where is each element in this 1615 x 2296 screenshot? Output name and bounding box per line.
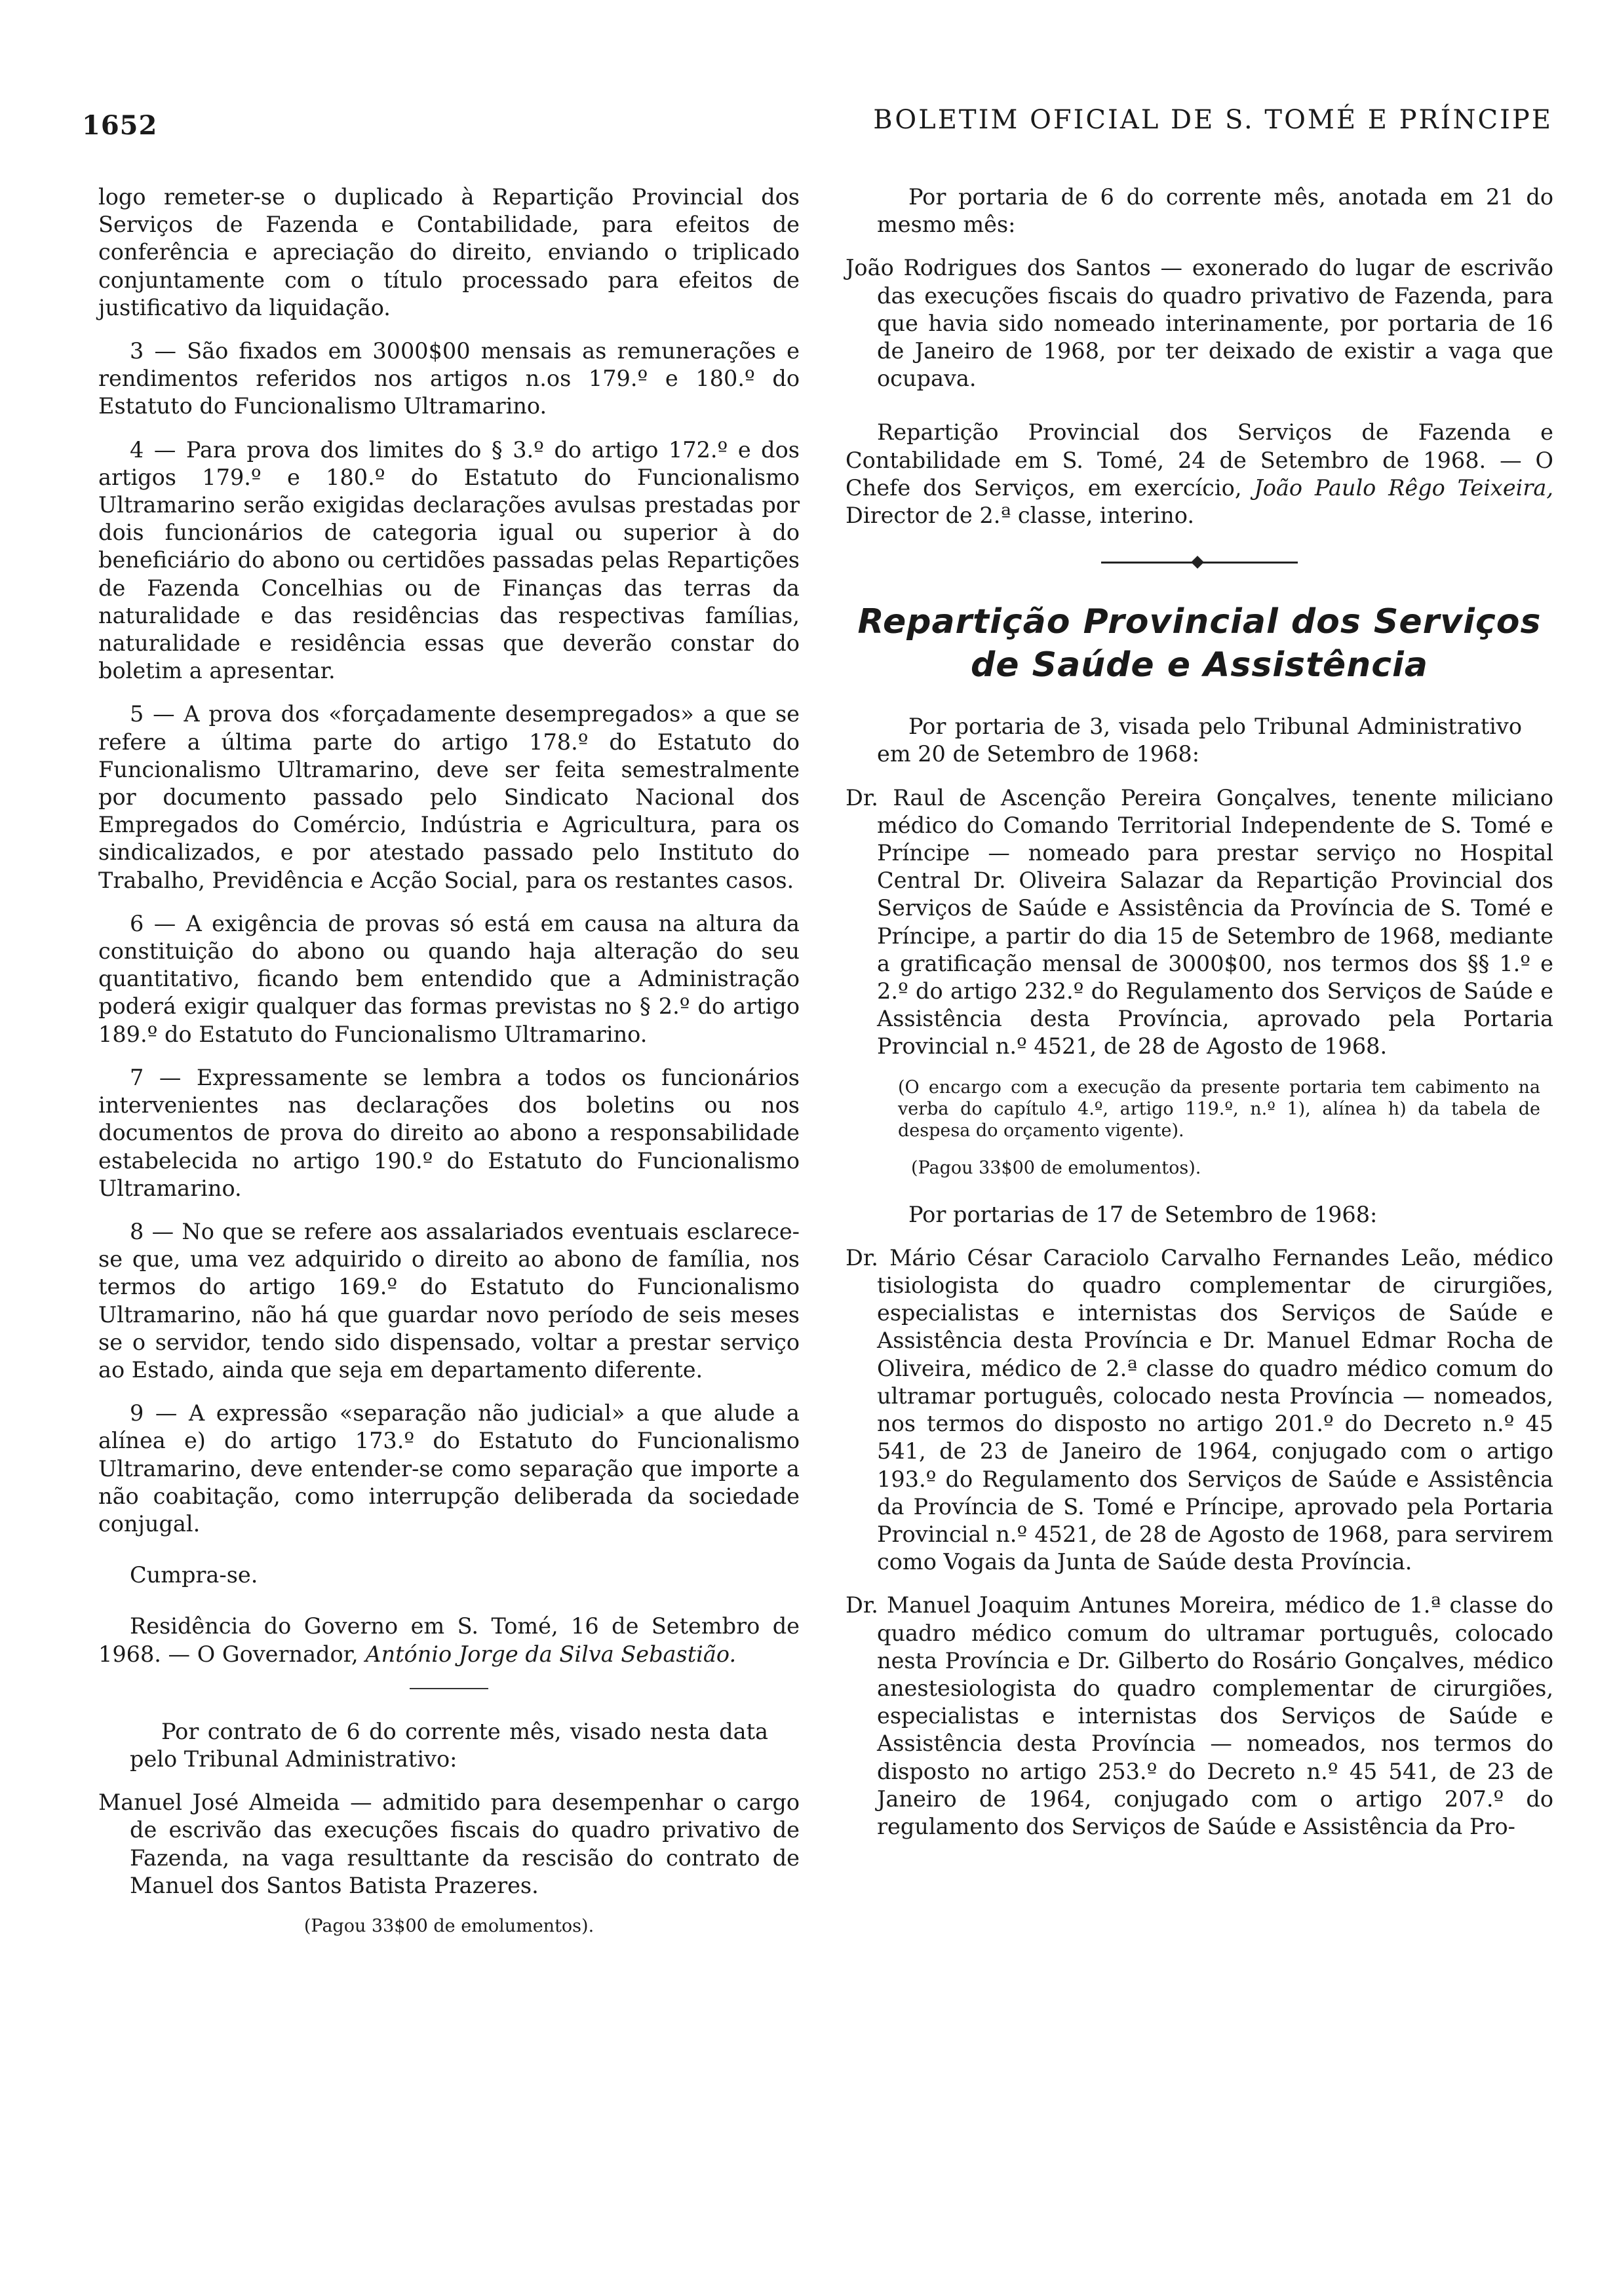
cumpra-se: Cumpra-se.: [130, 1562, 258, 1588]
raul-nomeacao: Dr. Raul de Ascenção Pereira Gonçalves, tenente miliciano médico do Comando Territorial Independente de S. Tomé e Príncipe — nomeado para prestar serviço no Hospital Central Dr. Oliveira Salazar da Repartição Provincial dos Serviços de Saúde e Assistência da Província de S. Tomé e Príncipe, a partir do dia 15 de Setembro de 1968, mediante a gratificação mensal de 3000$00, nos termos dos §§ 1.º e 2.º do artigo 232.º do Regulamento dos Serviços de Saúde e Assistência desta Província, aprovado pela Portaria Provincial n.º 4521, de 28 de Agosto de 1968.: [846, 784, 1553, 1060]
contrato-pago: (Pagou 33$00 de emolumentos).: [303, 1915, 594, 1936]
paragraph-3: 3 — São fixados em 3000$00 mensais as remunerações e rendimentos referidos nos artigos n.os 179.º e 180.º do Estatuto do Funcionalismo Ultramarino.: [98, 338, 800, 419]
left-column: [98, 183, 800, 1953]
contrato-body: Manuel José Almeida — admitido para desempenhar o cargo de escrivão das execuções fiscais do quadro privativo de Fazenda, na vaga resulttante da rescisão do contrato de Manuel dos Santos Batista Prazeres.: [98, 1789, 800, 1898]
section-title: [846, 600, 1553, 687]
residencia-signature: [98, 1613, 800, 1668]
section-divider: [1101, 556, 1298, 569]
paragraph-8: 8 — No que se refere aos assalariados eventuais esclarece-se que, uma vez adquirido o direito ao abono de família, nos termos do artigo 169.º do Estatuto do Funcionalismo Ultramarino, não há que guardar novo período de seis meses se o servidor, tendo sido dispensado, voltar a prestar serviço ao Estado, ainda que seja em departamento diferente.: [98, 1218, 800, 1383]
chefe-name: João Paulo Rêgo Teixeira,: [1254, 474, 1553, 501]
contrato-intro: Por contrato de 6 do corrente mês, visado nesta data pelo Tribunal Administrativo:: [130, 1718, 768, 1772]
portarias-17-intro: Por portarias de 17 de Setembro de 1968:: [908, 1201, 1378, 1227]
paragraph-5: 5 — A prova dos «forçadamente desempregados» a que se refere a última parte do artigo 178.º do Estatuto do Funcionalismo Ultramarino, deve ser feita semestralmente por documento passado pelo Sindicato Nacional dos Empregados do Comércio, Indústria e Agricultura, para os sindicalizados, e por atestado passado pelo Instituto do Trabalho, Previdência e Acção Social, para os restantes casos.: [98, 701, 800, 893]
visada-intro: Por portaria de 3, visada pelo Tribunal Administrativo em 20 de Setembro de 1968:: [877, 714, 1522, 767]
reparticao-fazenda-signature: [846, 419, 1553, 529]
paragraph-logo: logo remeter-se o duplicado à Repartição Provincial dos Serviços de Fazenda e Contabilidade, para efeitos de conferência e apreciação do direito, enviando o triplicado conjuntamente com o título processado para efeitos de justificativo da liquidação.: [98, 184, 800, 320]
section-title-line-2: de Saúde e Assistência: [971, 645, 1428, 685]
mario-nomeacao: Dr. Mário César Caraciolo Carvalho Fernandes Leão, médico tisiologista do quadro complementar de cirurgiões, especialistas e internistas dos Serviços de Saúde e Assistência desta Província e Dr. Manuel Edmar Rocha de Oliveira, médico de 2.ª classe do quadro médico comum do ultramar português, colocado nesta Província — nomeados, nos termos do disposto no artigo 201.º do Decreto n.º 45 541, de 23 de Janeiro de 1964, conjugado com o artigo 193.º do Regulamento dos Serviços de Saúde e Assistência da Província de S. Tomé e Príncipe, aprovado pela Portaria Provincial n.º 4521, de 28 de Agosto de 1968, para servirem como Vogais da Junta de Saúde desta Província.: [846, 1244, 1553, 1575]
paragraph-9: 9 — A expressão «separação não judicial» a que alude a alínea e) do artigo 173.º do Estatuto do Funcionalismo Ultramarino, deve entender-se como separação que importe a não coabitação, como interrupção deliberada da sociedade conjugal.: [98, 1400, 800, 1537]
chefe-title: Director de 2.ª classe, interino.: [846, 503, 1194, 529]
page-number: 1652: [82, 110, 158, 141]
right-column: [846, 183, 1553, 1856]
paragraph-6: 6 — A exigência de provas só está em causa na altura da constituição do abono ou quando haja alteração do seu quantitativo, ficando bem entendido que a Administração poderá exigir qualquer das formas previstas no § 2.º do artigo 189.º do Estatuto do Funcionalismo Ultramarino.: [98, 910, 800, 1047]
encargo-note: (O encargo com a execução da presente portaria tem cabimento na verba do capítulo 4.º, artigo 119.º, n.º 1), alínea h) da tabela de despesa do orçamento vigente).: [898, 1077, 1540, 1141]
running-title: BOLETIM OFICIAL DE S. TOMÉ E PRÍNCIPE: [873, 105, 1553, 135]
residencia-text: Residência do Governo em S. Tomé, 16 de Setembro de 1968. — O Governador,: [98, 1613, 800, 1667]
separator-rule: [410, 1688, 488, 1689]
paragraph-4: 4 — Para prova dos limites do § 3.º do artigo 172.º e dos artigos 179.º e 180.º do Estatuto do Funcionalismo Ultramarino serão exigidas declarações avulsas prestadas por dois funcionários de categoria igual ou superior à do beneficiário do abono ou certidões passadas pelas Repartições de Fazenda Concelhias ou de Finanças das terras da naturalidade e das residências das respectivas famílias, naturalidade e residência essas que deverão constar do boletim a apresentar.: [98, 436, 800, 684]
section-title-line-1: Repartição Provincial dos Serviços: [857, 602, 1542, 642]
governor-name: António Jorge da Silva Sebastião.: [365, 1641, 737, 1667]
manuel-nomeacao: Dr. Manuel Joaquim Antunes Moreira, médico de 1.ª classe do quadro médico comum do ultramar português, colocado nesta Província e Dr. Gilberto do Rosário Gonçalves, médico anestesiologista do quadro complementar de cirurgiões, especialistas e internistas dos Serviços de Saúde e Assistência desta Província — nomeados, nos termos do disposto no artigo 253.º do Decreto n.º 45 541, de 23 de Janeiro de 1964, conjugado com o artigo 207.º do regulamento dos Serviços de Saúde e Assistência da Pro-: [846, 1592, 1553, 1839]
portaria-body: João Rodrigues dos Santos — exonerado do lugar de escrivão das execuções fiscais do quadro privativo de Fazenda, para que havia sido nomeado interinamente, por portaria de 16 de Janeiro de 1968, por ter deixado de existir a vaga que ocupava.: [846, 255, 1553, 392]
portaria-intro: Por portaria de 6 do corrente mês, anotada em 21 do mesmo mês:: [877, 184, 1553, 238]
pago-note: (Pagou 33$00 de emolumentos).: [911, 1157, 1201, 1178]
paragraph-7: 7 — Expressamente se lembra a todos os funcionários intervenientes nas declarações dos boletins ou nos documentos de prova do direito ao abono a responsabilidade estabelecida no artigo 190.º do Estatuto do Funcionalismo Ultramarino.: [98, 1064, 800, 1201]
reparticao-text: Repartição Provincial dos Serviços de Fazenda e Contabilidade em S. Tomé, 24 de Setembro de 1968. — O Chefe dos Serviços, em exercício,: [846, 419, 1553, 501]
